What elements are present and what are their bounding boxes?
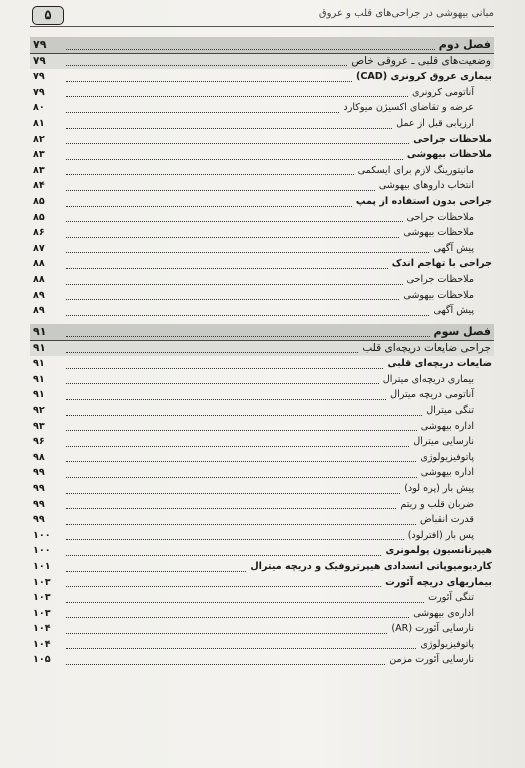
- toc-entry: [30, 210, 494, 226]
- toc-entry: [30, 225, 494, 241]
- dot-leader: [66, 299, 399, 300]
- toc-page-number: ۸۹: [33, 289, 45, 301]
- toc-entry: [30, 54, 494, 70]
- dot-leader: [66, 237, 399, 238]
- toc-entry-title: ملاحظات جراحی: [413, 133, 492, 145]
- dot-leader: [66, 284, 403, 285]
- toc-entry-title: پیش بار (پره لود): [404, 482, 474, 494]
- toc-entry: [30, 575, 494, 591]
- toc-entry-title: نارسایی آئورت مزمن: [389, 654, 474, 666]
- toc-entry-title: پیش آگهی: [433, 305, 474, 317]
- toc-entry-title: جراحی بدون استفاده از پمپ: [355, 195, 492, 207]
- toc-page-number: ۱۰۴: [33, 638, 51, 650]
- toc-page-number: ۱۰۳: [33, 592, 51, 604]
- toc-entry-title: بیماریهای دریچه آئورت: [385, 576, 492, 588]
- toc-entry-title: ضایعات دریچه‌ای قلبی: [387, 358, 492, 370]
- toc-page-number: ۹۱: [33, 325, 47, 338]
- toc-entry: [30, 403, 494, 419]
- toc-entry-title: بیماری دریچه‌ای میترال: [382, 373, 474, 385]
- dot-leader: [66, 383, 379, 384]
- dot-leader: [66, 586, 381, 587]
- toc-entry: [30, 69, 494, 85]
- toc-entry-title: ملاحظات جراحی: [406, 273, 474, 285]
- toc-entry: [30, 528, 494, 544]
- toc-entry-title: ملاحظات بیهوشی: [403, 227, 474, 239]
- chapter-heading: [30, 37, 494, 54]
- toc-page-number: ۸۹: [33, 305, 45, 317]
- toc-entry-title: ضربان قلب و ریتم: [400, 498, 474, 510]
- toc-entry: [30, 481, 494, 497]
- toc-entry-title: اداره بیهوشی: [420, 420, 474, 432]
- toc-entry: [30, 132, 494, 148]
- dot-leader: [66, 49, 435, 50]
- toc-entry: [30, 606, 494, 622]
- toc-page-number: ۹۲: [33, 404, 45, 416]
- toc-entry-title: مانیتورینگ لازم برای ایسکمی: [357, 164, 474, 176]
- toc-page-number: ۸۴: [33, 180, 45, 192]
- dot-leader: [66, 368, 383, 369]
- toc-entry-title: پاتوفیزیولوژی: [420, 451, 474, 463]
- dot-leader: [66, 143, 409, 144]
- toc-page-number: ۸۳: [33, 149, 45, 161]
- dot-leader: [66, 539, 404, 540]
- toc-entry-title: اداره‌ی بیهوشی: [413, 607, 474, 619]
- toc-page-number: ۹۹: [33, 467, 45, 479]
- toc-entry-title: آناتومی دریچه میترال: [390, 389, 474, 401]
- toc-entry: [30, 372, 494, 388]
- toc-page-number: ۷۹: [33, 54, 46, 67]
- toc-page-number: ۷۹: [33, 86, 45, 98]
- toc-page-number: ۸۸: [33, 258, 45, 270]
- toc-page-number: ۸۱: [33, 117, 45, 129]
- toc-entry: [30, 194, 494, 210]
- toc-entry-title: جراحی با تهاجم اندک: [391, 258, 492, 270]
- page-header: [30, 6, 494, 27]
- dot-leader: [66, 633, 387, 634]
- dot-leader: [66, 399, 386, 400]
- dot-leader: [66, 555, 381, 556]
- toc-page-number: ۱۰۱: [33, 560, 51, 572]
- toc-entry-title: جراحی ضایعات دریچه‌ای قلب: [362, 341, 491, 354]
- dot-leader: [66, 352, 358, 353]
- toc-entry-title: فصل سوم: [433, 325, 491, 338]
- toc-page-number: ۹۱: [33, 373, 45, 385]
- toc-entry-title: ارزیابی قبل از عمل: [396, 117, 474, 129]
- dot-leader: [66, 617, 409, 618]
- toc-entry: [30, 100, 494, 116]
- toc-entry: [30, 387, 494, 403]
- toc-page-number: ۹۳: [33, 420, 45, 432]
- toc-entry: [30, 85, 494, 101]
- toc-entry-title: آناتومی کرونری: [411, 86, 474, 98]
- toc-entry-title: ملاحظات جراحی: [406, 211, 474, 223]
- toc-page-number: ۹۱: [33, 358, 45, 370]
- toc-entry: [30, 652, 494, 668]
- toc-page-number: ۸۲: [33, 133, 45, 145]
- dot-leader: [66, 65, 347, 66]
- toc-page-number: ۸۵: [33, 211, 45, 223]
- dot-leader: [66, 571, 246, 572]
- dot-leader: [66, 112, 339, 113]
- toc-entry: [30, 341, 494, 357]
- dot-leader: [66, 461, 416, 462]
- toc-page-number: ۱۰۰: [33, 545, 51, 557]
- toc-page-number: ۱۰۵: [33, 654, 51, 666]
- toc-entry-title: پاتوفیزیولوژی: [420, 638, 474, 650]
- toc-page-number: ۷۹: [33, 71, 45, 83]
- dot-leader: [66, 190, 375, 191]
- toc-page-number: ۱۰۳: [33, 607, 51, 619]
- toc-entry-title: نارسایی آئورت (AR): [391, 623, 474, 635]
- toc-entry-title: تنگی آئورت: [428, 592, 474, 604]
- dot-leader: [66, 664, 385, 665]
- toc-page-number: ۹۱: [33, 341, 46, 354]
- dot-leader: [66, 81, 352, 82]
- chapter-heading: [30, 324, 494, 341]
- dot-leader: [66, 206, 352, 207]
- toc-entry: [30, 241, 494, 257]
- toc-entry-title: انتخاب داروهای بیهوشی: [378, 180, 474, 192]
- toc-entry-title: ملاحظات بیهوشی: [406, 149, 492, 161]
- toc-entry: [30, 303, 494, 319]
- toc-entry: [30, 497, 494, 513]
- dot-leader: [66, 508, 396, 509]
- toc-page-number: ۸۵: [33, 195, 45, 207]
- dot-leader: [66, 493, 400, 494]
- toc-page-number: ۷۹: [33, 38, 47, 51]
- toc-entry-title: قدرت انقباض: [420, 514, 474, 526]
- toc-entry: [30, 116, 494, 132]
- toc-entry: [30, 543, 494, 559]
- toc-entry-title: بیماری عروق کرونری (CAD): [355, 71, 492, 83]
- dot-leader: [66, 336, 430, 337]
- toc-entry: [30, 434, 494, 450]
- toc-entry-title: عرضه و تقاضای اکسیژن میوکارد: [343, 102, 474, 114]
- toc-entry: [30, 356, 494, 372]
- page-number: ۵: [32, 6, 64, 25]
- toc-entry-title: پس بار (افترلود): [407, 529, 474, 541]
- toc-page-number: ۸۷: [33, 242, 45, 254]
- toc-page-number: ۱۰۰: [33, 529, 51, 541]
- toc-entry: [30, 637, 494, 653]
- toc-entry: [30, 178, 494, 194]
- dot-leader: [66, 252, 429, 253]
- toc-entry: [30, 163, 494, 179]
- dot-leader: [66, 268, 388, 269]
- dot-leader: [66, 315, 429, 316]
- toc-entry: [30, 465, 494, 481]
- toc-entry: [30, 450, 494, 466]
- toc-page-number: ۸۳: [33, 164, 45, 176]
- toc-entry-title: ملاحظات بیهوشی: [403, 289, 474, 301]
- dot-leader: [66, 221, 403, 222]
- toc-page-number: ۹۹: [33, 482, 45, 494]
- toc-section-chapter-2: [30, 37, 494, 319]
- dot-leader: [66, 477, 417, 478]
- toc-entry-title: وضعیت‌های قلبی ـ عروقی خاص: [351, 54, 491, 67]
- dot-leader: [66, 159, 403, 160]
- toc-entry: [30, 621, 494, 637]
- dot-leader: [66, 96, 408, 97]
- toc-entry: [30, 288, 494, 304]
- running-title: مبانی بیهوشی در جراحی‌های قلب و عروق: [318, 8, 494, 19]
- toc-entry-title: هیپرتانسیون پولمونری: [385, 545, 492, 557]
- toc-page-number: ۸۸: [33, 273, 45, 285]
- dot-leader: [66, 524, 416, 525]
- toc-page-number: ۸۶: [33, 227, 45, 239]
- toc-entry: [30, 590, 494, 606]
- toc-entry-title: تنگی میترال: [426, 404, 474, 416]
- toc-page-number: ۸۰: [33, 102, 45, 114]
- toc-entry-title: پیش آگهی: [433, 242, 474, 254]
- dot-leader: [66, 128, 392, 129]
- toc-entry: [30, 272, 494, 288]
- dot-leader: [66, 430, 417, 431]
- toc-page-number: ۹۹: [33, 498, 45, 510]
- toc-page-number: ۱۰۴: [33, 623, 51, 635]
- toc-page-number: ۹۸: [33, 451, 45, 463]
- dot-leader: [66, 446, 409, 447]
- toc-entry: [30, 512, 494, 528]
- dot-leader: [66, 415, 422, 416]
- toc-entry-title: کاردیومیوپاتی انسدادی هیپرتروفیک و دریچه میترال: [250, 560, 492, 572]
- toc-entry-title: اداره بیهوشی: [420, 467, 474, 479]
- toc-entry-title: فصل دوم: [438, 38, 491, 51]
- toc-page-number: ۹۱: [33, 389, 45, 401]
- toc-entry: [30, 419, 494, 435]
- dot-leader: [66, 602, 424, 603]
- toc-entry: [30, 147, 494, 163]
- toc-page-number: ۹۶: [33, 436, 45, 448]
- toc-page-number: ۹۹: [33, 514, 45, 526]
- dot-leader: [66, 174, 354, 175]
- toc-entry: [30, 559, 494, 575]
- toc-page-number: ۱۰۳: [33, 576, 51, 588]
- toc-section-chapter-3: [30, 324, 494, 668]
- toc-entry-title: نارسایی میترال: [413, 436, 474, 448]
- toc-entry: [30, 256, 494, 272]
- dot-leader: [66, 648, 416, 649]
